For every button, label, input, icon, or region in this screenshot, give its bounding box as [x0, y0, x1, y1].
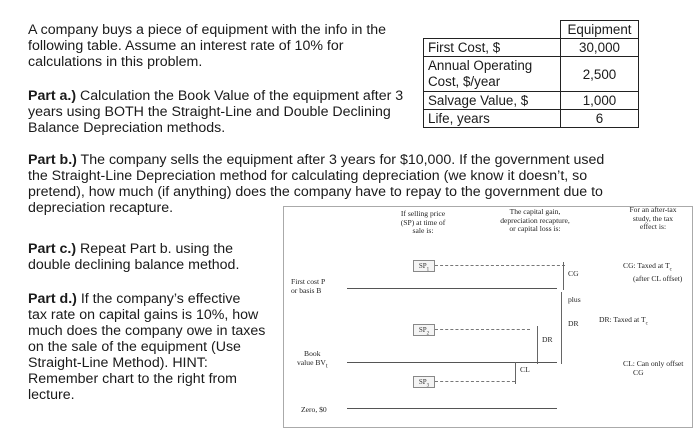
- book-value-label-line: value BV: [297, 357, 326, 367]
- book-value-sub: t: [325, 363, 328, 370]
- effect-cg-line: CG: Taxed at T: [623, 261, 670, 270]
- effect-dr: [599, 316, 648, 329]
- intro-line: A company buys a piece of equipment with the info in the: [28, 22, 387, 38]
- part-c-line: double declining balance method.: [28, 257, 240, 273]
- table-row: [424, 110, 639, 128]
- col1-header-line: If selling price: [400, 209, 446, 218]
- table-row: [424, 39, 639, 57]
- cl-bracket: [515, 362, 516, 384]
- equipment-table: [423, 20, 639, 128]
- table-row: [424, 92, 639, 110]
- first-cost-label: [291, 278, 325, 295]
- recapture-chart: [283, 204, 700, 432]
- first-cost-line: [347, 288, 557, 289]
- col2-header: [480, 208, 590, 234]
- part-d-line: If the company’s effective: [76, 291, 241, 307]
- table-row: [424, 57, 639, 92]
- part-d-label: Part d.): [28, 291, 77, 307]
- cg-bracket: [563, 262, 564, 290]
- table-cell-label: Salvage Value, $: [424, 92, 561, 110]
- effect-cg-sub: c: [669, 267, 672, 273]
- sp1-marker: $SP_1$: [413, 260, 435, 272]
- sp1-leader: [435, 265, 565, 266]
- first-cost-label-line: First cost P: [291, 277, 326, 286]
- col3-header: [613, 206, 693, 232]
- cg-label: CG: [568, 269, 579, 278]
- part-b-line: depreciation recapture.: [28, 200, 174, 216]
- part-d-line: Straight-Line Method). HINT:: [28, 355, 208, 371]
- effect-cl-line: CL: Can only offset: [623, 359, 684, 368]
- table-cell-value: 1,000: [561, 92, 639, 110]
- effect-cg-line: (after CL offset): [633, 274, 683, 284]
- intro-line: following table. Assume an interest rate of 10% for: [28, 38, 344, 54]
- table-cell-label-line: Cost, $/year: [428, 74, 501, 89]
- table-cell-value: 6: [561, 110, 639, 128]
- dr-inner-label: DR: [542, 335, 553, 344]
- part-a-line: years using BOTH the Straight-Line and Double Declining: [28, 104, 391, 120]
- cl-label: CL: [520, 365, 530, 374]
- table-cell-value: 30,000: [561, 39, 639, 57]
- part-c-label: Part c.): [28, 241, 77, 257]
- col3-header-line: For an after-tax: [629, 205, 677, 214]
- zero-label: Zero, $0: [301, 405, 327, 414]
- first-cost-label-line: or basis B: [291, 285, 322, 295]
- col1-header-line: sale is:: [412, 226, 434, 236]
- part-a-line: Balance Depreciation methods.: [28, 120, 226, 136]
- book-value-label-line: Book: [304, 349, 321, 358]
- plus-label: plus: [568, 295, 581, 304]
- part-b-line: pretend), how much (if anything) does the company have to repay to the government due to: [28, 184, 603, 200]
- dr-bracket: [561, 292, 562, 364]
- sp3-marker: $SP_3$: [413, 376, 435, 388]
- sp2-marker: $SP_2$: [413, 324, 435, 336]
- part-d-line: much does the company owe in taxes: [28, 323, 266, 339]
- intro-line: calculations in this problem.: [28, 54, 203, 70]
- part-b-line: the Straight-Line Depreciation method for calculating depreciation (we know it doesn’t, so: [28, 168, 588, 184]
- effect-dr-text: DR: Taxed at T: [599, 315, 646, 324]
- effect-cl-line: CG: [633, 367, 644, 377]
- book-value-line: [347, 362, 557, 363]
- part-c-line: Repeat Part b. using the: [76, 241, 234, 257]
- table-header: Equipment: [561, 21, 639, 39]
- effect-cl: [623, 360, 683, 377]
- col1-header-line: (SP) at time of: [400, 217, 446, 227]
- dr-inner-bracket: [537, 326, 538, 364]
- part-b-label: Part b.): [28, 152, 77, 168]
- table-cell-label-line: Annual Operating: [428, 58, 533, 73]
- col2-header-line: depreciation recapture,: [500, 215, 570, 225]
- sp3-leader: [435, 381, 515, 382]
- part-d-line: on the sale of the equipment (Use: [28, 339, 241, 355]
- table-cell-label: Life, years: [424, 110, 561, 128]
- part-b-line: The company sells the equipment after 3 years for $10,000. If the government used: [76, 152, 605, 168]
- part-d-line: Remember chart to the right from: [28, 371, 237, 387]
- part-a-label: Part a.): [28, 88, 77, 104]
- table-cell-value: 2,500: [561, 57, 639, 92]
- col3-header-line: effect is:: [639, 222, 667, 232]
- col3-header-line: study, the tax: [632, 213, 674, 223]
- part-a-line: Calculation the Book Value of the equipment after 3: [76, 88, 404, 104]
- part-d-line: lecture.: [28, 387, 75, 403]
- part-d-line: tax rate on capital gains is 10%, how: [28, 307, 259, 323]
- book-value-label: [297, 350, 328, 371]
- dr-label: DR: [568, 319, 579, 328]
- sp2-leader: [435, 329, 530, 330]
- col2-header-line: The capital gain,: [509, 207, 561, 216]
- col1-header: [383, 210, 463, 236]
- effect-dr-sub: c: [645, 321, 648, 327]
- table-cell-label: [424, 57, 561, 92]
- table-header-row: [424, 21, 639, 39]
- effect-cg: [623, 262, 682, 284]
- table-cell-label: First Cost, $: [424, 39, 561, 57]
- table-header-blank: [424, 21, 561, 39]
- col2-header-line: or capital loss is:: [509, 224, 561, 234]
- zero-line: [347, 408, 557, 409]
